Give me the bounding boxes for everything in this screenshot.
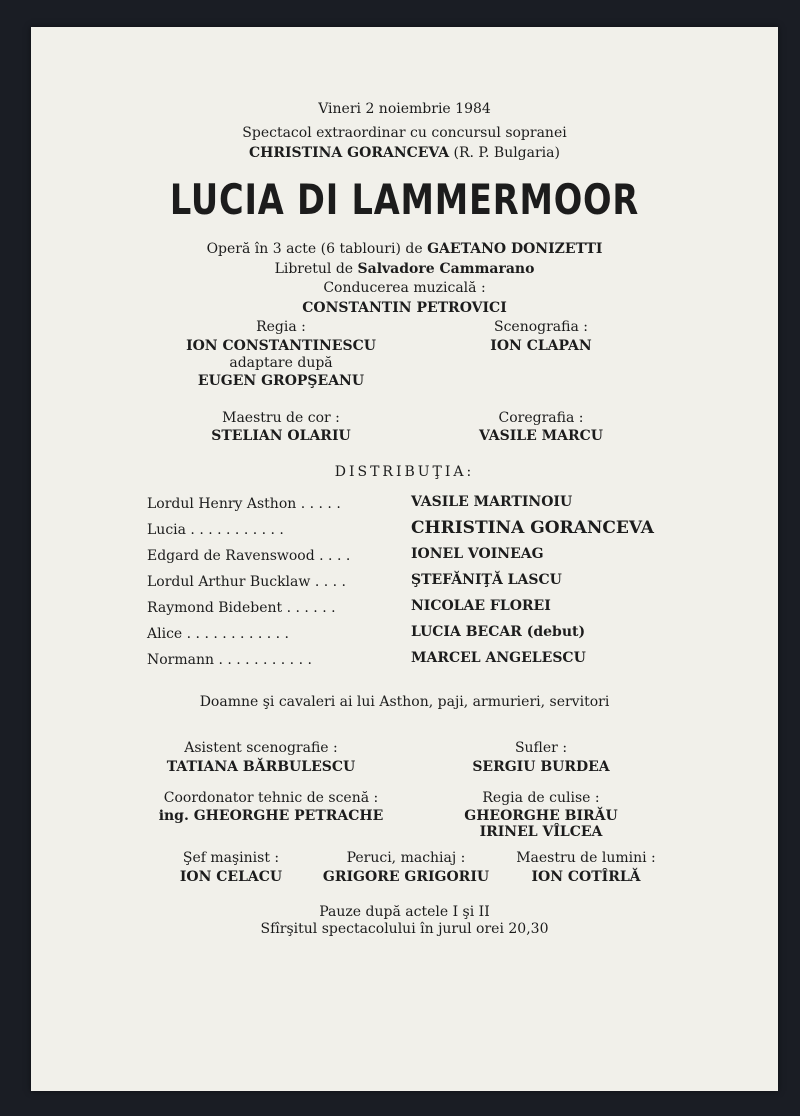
adaptation-label: adaptare după xyxy=(229,355,333,371)
opera-description xyxy=(31,241,778,257)
scenography-assistant-name: TATIANA BĂRBULESCU xyxy=(166,759,356,775)
libretto-label: Libretul de xyxy=(274,261,354,277)
libretto-line xyxy=(31,261,778,277)
cast-heading: DISTRIBUŢIA: xyxy=(334,464,475,480)
scenography-label: Scenografia : xyxy=(493,319,588,335)
director-name: ION CONSTANTINESCU xyxy=(186,338,376,354)
choreography-name: VASILE MARCU xyxy=(478,428,604,444)
prompter-label: Sufler : xyxy=(514,740,568,756)
chorus-master-label: Maestru de cor : xyxy=(222,410,340,426)
cast-actor: LUCIA BECAR (debut) xyxy=(411,624,586,640)
stage-manager-name-2: IRINEL VÎLCEA xyxy=(479,824,603,840)
program-sheet xyxy=(31,27,778,1091)
guest-soprano-name: CHRISTINA GORANCEVA xyxy=(249,145,450,161)
cast-actor: MARCEL ANGELESCU xyxy=(411,650,586,666)
choreography-label: Coregrafia : xyxy=(498,410,584,426)
cast-role: Lordul Arthur Bucklaw . . . . xyxy=(147,574,346,590)
cast-actor: IONEL VOINEAG xyxy=(411,546,544,562)
technical-coordinator-label: Coordonator tehnic de scenă : xyxy=(163,790,379,806)
director-label: Regia : xyxy=(256,319,306,335)
ensemble-note: Doamne şi cavaleri ai lui Asthon, paji, armurieri, servitori xyxy=(199,694,610,710)
lighting-master-label: Maestru de lumini : xyxy=(516,850,656,866)
chorus-master-name: STELIAN OLARIU xyxy=(211,428,351,444)
stage-manager-name-1: GHEORGHE BIRĂU xyxy=(464,808,618,824)
cast-actor: NICOLAE FLOREI xyxy=(411,598,551,614)
scenography-name: ION CLAPAN xyxy=(490,338,592,354)
adaptation-name: EUGEN GROPŞEANU xyxy=(197,373,365,389)
composer-name: GAETANO DONIZETTI xyxy=(427,241,603,257)
prompter-name: SERGIU BURDEA xyxy=(472,759,610,775)
wigs-makeup-label: Peruci, machiaj : xyxy=(346,850,466,866)
cast-role: Alice . . . . . . . . . . . . xyxy=(147,626,289,642)
cast-role: Raymond Bidebent . . . . . . xyxy=(147,600,336,616)
cast-actor: CHRISTINA GORANCEVA xyxy=(411,518,654,538)
opera-form: Operă în 3 acte (6 tablouri) de xyxy=(206,241,423,257)
special-performance-note: Spectacol extraordinar cu concursul sopranei xyxy=(242,125,567,141)
performance-date: Vineri 2 noiembrie 1984 xyxy=(318,101,491,117)
cast-role: Edgard de Ravenswood . . . . xyxy=(147,548,351,564)
cast-actor: ŞTEFĂNIŢĂ LASCU xyxy=(411,572,562,588)
conductor-label: Conducerea muzicală : xyxy=(323,280,486,296)
cast-actor: VASILE MARTINOIU xyxy=(411,494,573,510)
lighting-master-name: ION COTÎRLĂ xyxy=(531,869,641,885)
cast-role: Lucia . . . . . . . . . . . xyxy=(147,522,284,538)
opera-title: LUCIA DI LAMMERMOOR xyxy=(169,175,640,224)
technical-coordinator-name: ing. GHEORGHE PETRACHE xyxy=(158,808,384,824)
guest-soprano xyxy=(31,145,778,161)
scenography-assistant-label: Asistent scenografie : xyxy=(184,740,338,756)
conductor-name: CONSTANTIN PETROVICI xyxy=(302,300,507,316)
end-time-note: Sfîrşitul spectacolului în jurul orei 20,30 xyxy=(260,921,549,937)
wigs-makeup-name: GRIGORE GRIGORIU xyxy=(322,869,490,885)
cast-role: Lordul Henry Asthon . . . . . xyxy=(147,496,341,512)
chief-machinist-name: ION CELACU xyxy=(179,869,283,885)
cast-role: Normann . . . . . . . . . . . xyxy=(147,652,312,668)
intermission-note: Pauze după actele I şi II xyxy=(319,904,490,920)
stage-manager-label: Regia de culise : xyxy=(482,790,600,806)
librettist-name: Salvadore Cammarano xyxy=(357,261,535,277)
chief-machinist-label: Şef maşinist : xyxy=(182,850,280,866)
guest-soprano-country: (R. P. Bulgaria) xyxy=(453,145,560,161)
